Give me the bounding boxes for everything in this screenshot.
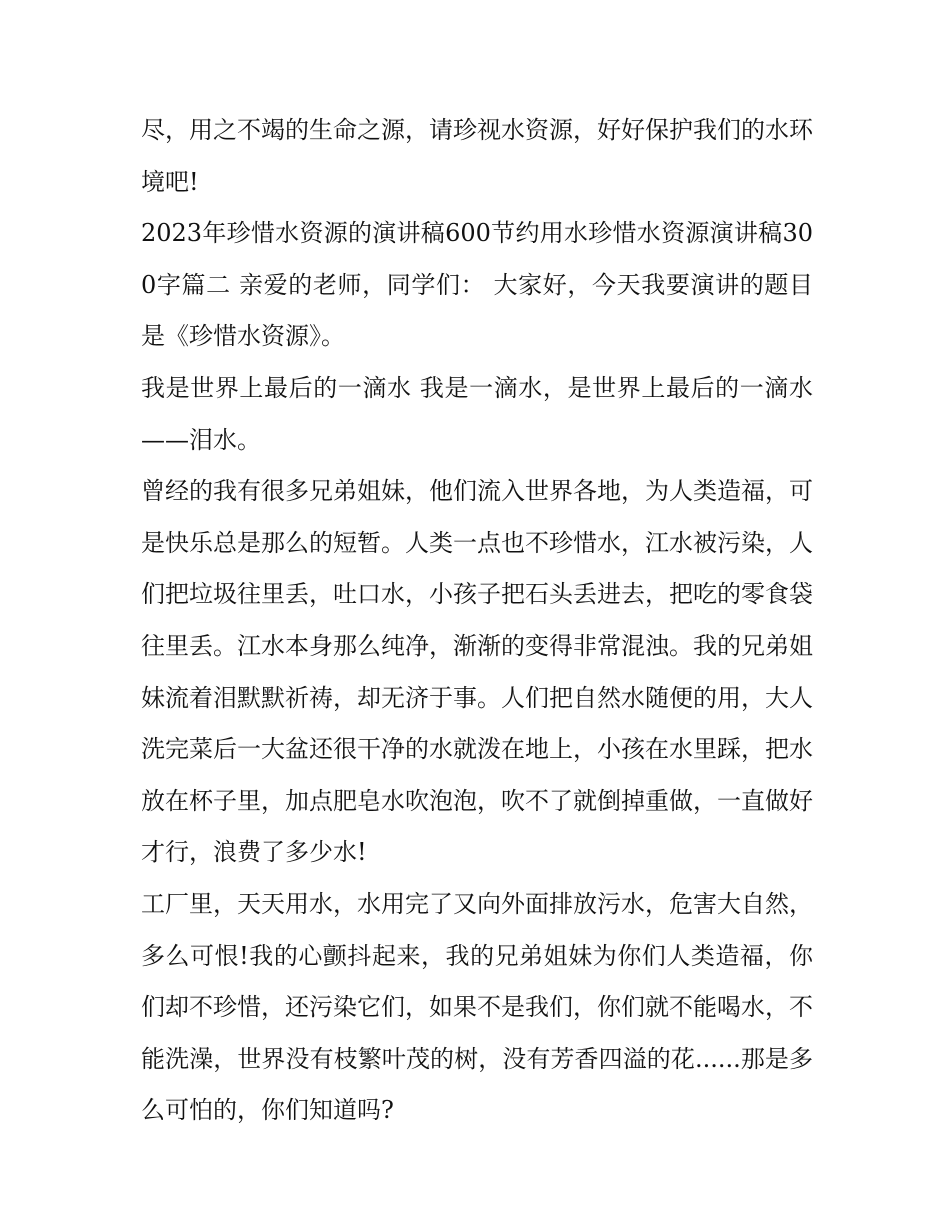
- paragraph-2: 2023年珍惜水资源的演讲稿600节约用水珍惜水资源演讲稿300字篇二 亲爱的老师，同学们： 大家好，今天我要演讲的题目是《珍惜水资源》。: [141, 219, 813, 351]
- document-body: [141, 105, 813, 1137]
- paragraph-5: 工厂里，天天用水，水用完了又向外面排放污水，危害大自然，多么可恨!我的心颤抖起来，我的兄弟姐妹为你们人类造福，你们却不珍惜，还污染它们，如果不是我们，你们就不能喝水，不能洗澡，世界没有枝繁叶茂的树，没有芳香四溢的花......那是多么可怕的，你们知道吗?: [141, 889, 813, 1125]
- paragraph-4: 曾经的我有很多兄弟姐妹，他们流入世界各地，为人类造福，可是快乐总是那么的短暂。人类一点也不珍惜水，江水被污染，人们把垃圾往里丢，吐口水，小孩子把石头丢进去，把吃的零食袋往里丢。江水本身那么纯净，渐渐的变得非常混浊。我的兄弟姐妹流着泪默默祈祷，却无济于事。人们把自然水随便的用，大人洗完菜后一大盆还很干净的水就泼在地上，小孩在水里踩，把水放在杯子里，加点肥皂水吹泡泡，吹不了就倒掉重做，一直做好才行，浪费了多少水!: [141, 477, 813, 867]
- paragraph-1: 尽，用之不竭的生命之源，请珍视水资源，好好保护我们的水环境吧!: [141, 116, 813, 196]
- paragraph-3: 我是世界上最后的一滴水 我是一滴水，是世界上最后的一滴水——泪水。: [141, 373, 813, 454]
